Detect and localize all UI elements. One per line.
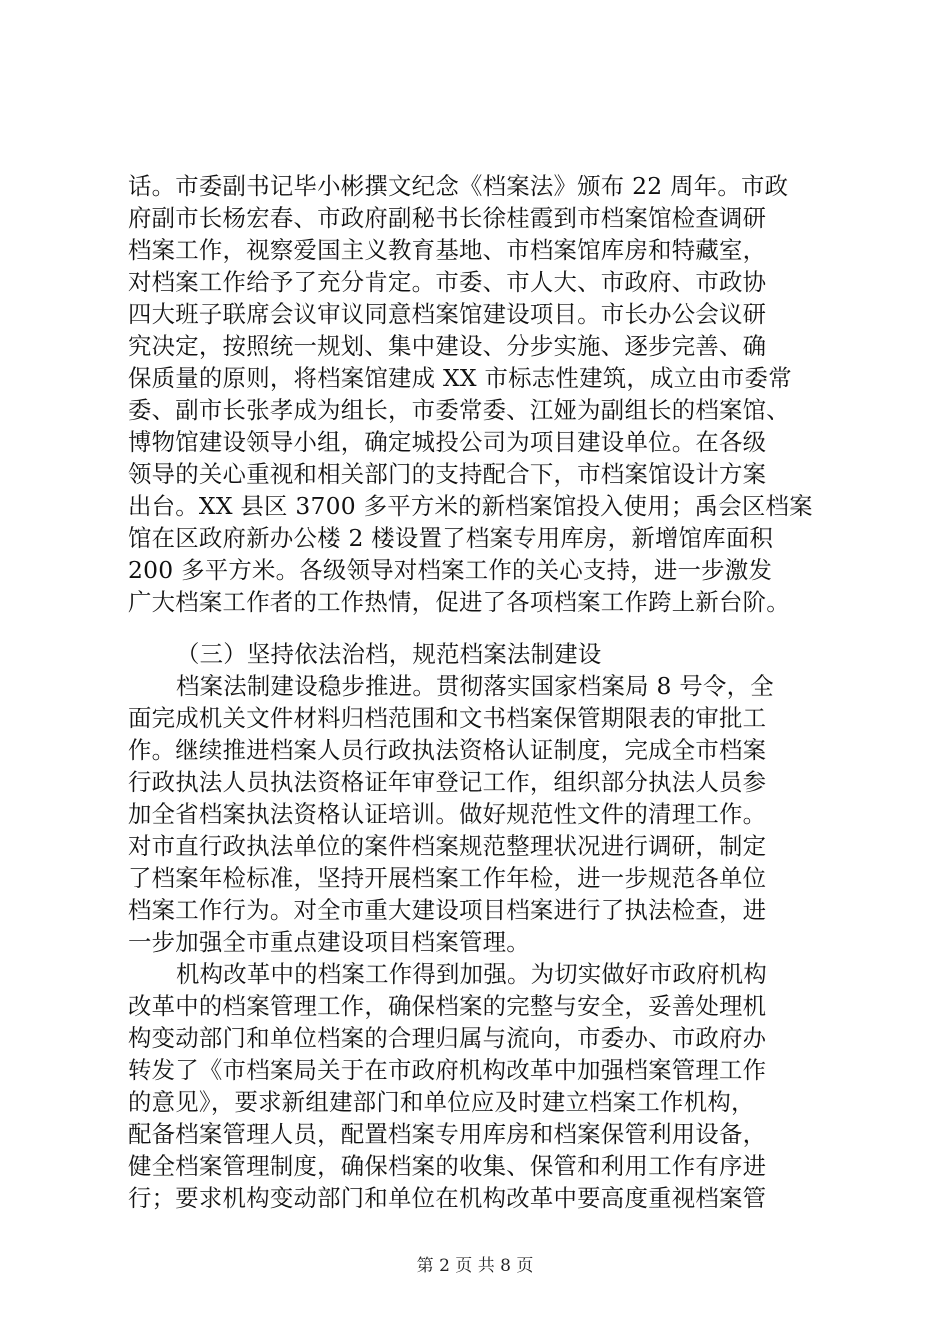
text-line: 改革中的档案管理工作，确保档案的完整与安全，妥善处理机 [128, 992, 767, 1020]
paragraph-block-2 [128, 670, 834, 958]
text-line: 200 多平方米。各级领导对档案工作的关心支持，进一步激发 [128, 556, 773, 584]
text-line: 府副市长杨宏春、市政府副秘书长徐桂霞到市档案馆检查调研 [128, 204, 767, 232]
paragraph-block-1 [128, 170, 834, 618]
text-line: 的意见》，要求新组建部门和单位应及时建立档案工作机构， [128, 1088, 755, 1116]
document-body [128, 170, 834, 1214]
page-number-label: 第 2 页 共 8 页 [416, 1256, 534, 1276]
text-line: 作。继续推进档案人员行政执法资格认证制度，完成全市档案 [128, 736, 767, 764]
text-line: 了档案年检标准，坚持开展档案工作年检，进一步规范各单位 [128, 864, 767, 892]
paragraph-block-3 [128, 958, 834, 1214]
text-line: 对市直行政执法单位的案件档案规范整理状况进行调研，制定 [128, 832, 767, 860]
text-line: 转发了《市档案局关于在市政府机构改革中加强档案管理工作 [128, 1056, 767, 1084]
text-line: 配备档案管理人员，配置档案专用库房和档案保管利用设备， [128, 1120, 767, 1148]
text-line: 行政执法人员执法资格证年审登记工作，组织部分执法人员参 [128, 768, 767, 796]
paragraph-gap [128, 618, 834, 638]
text-line: 档案法制建设稳步推进。贯彻落实国家档案局 8 号令，全 [176, 672, 774, 700]
text-line: 机构改革中的档案工作得到加强。为切实做好市政府机构 [176, 960, 768, 988]
text-line: 健全档案管理制度，确保档案的收集、保管和利用工作有序进 [128, 1152, 767, 1180]
text-line: 出台。XX 县区 3700 多平方米的新档案馆投入使用；禹会区档案 [128, 492, 813, 520]
text-line: 博物馆建设领导小组，确定城投公司为项目建设单位。在各级 [128, 428, 767, 456]
text-line: 加全省档案执法资格认证培训。做好规范性文件的清理工作。 [128, 800, 767, 828]
text-line: 广大档案工作者的工作热情，促进了各项档案工作跨上新台阶。 [128, 588, 790, 616]
text-line: 行；要求机构变动部门和单位在机构改革中要高度重视档案管 [128, 1184, 767, 1212]
text-line: 四大班子联席会议审议同意档案馆建设项目。市长办公会议研 [128, 300, 767, 328]
section-heading: （三）坚持依法治档，规范档案法制建设 [176, 640, 602, 668]
page-footer [0, 1255, 950, 1277]
text-line: 领导的关心重视和相关部门的支持配合下，市档案馆设计方案 [128, 460, 767, 488]
text-line: 面完成机关文件材料归档范围和文书档案保管期限表的审批工 [128, 704, 767, 732]
text-line: 对档案工作给予了充分肯定。市委、市人大、市政府、市政协 [128, 268, 767, 296]
text-line: 档案工作行为。对全市重大建设项目档案进行了执法检查，进 [128, 896, 767, 924]
text-line: 档案工作，视察爱国主义教育基地、市档案馆库房和特藏室， [128, 236, 767, 264]
text-line: 一步加强全市重点建设项目档案管理。 [128, 928, 530, 956]
text-line: 构变动部门和单位档案的合理归属与流向，市委办、市政府办 [128, 1024, 767, 1052]
text-line: 究决定，按照统一规划、集中建设、分步实施、逐步完善、确 [128, 332, 767, 360]
text-line: 馆在区政府新办公楼 2 楼设置了档案专用库房，新增馆库面积 [128, 524, 774, 552]
text-line: 话。市委副书记毕小彬撰文纪念《档案法》颁布 22 周年。市政 [128, 172, 789, 200]
text-line: 保质量的原则，将档案馆建成 XX 市标志性建筑，成立由市委常 [128, 364, 792, 392]
text-line: 委、副市长张孝成为组长，市委常委、江娅为副组长的档案馆、 [128, 396, 790, 424]
